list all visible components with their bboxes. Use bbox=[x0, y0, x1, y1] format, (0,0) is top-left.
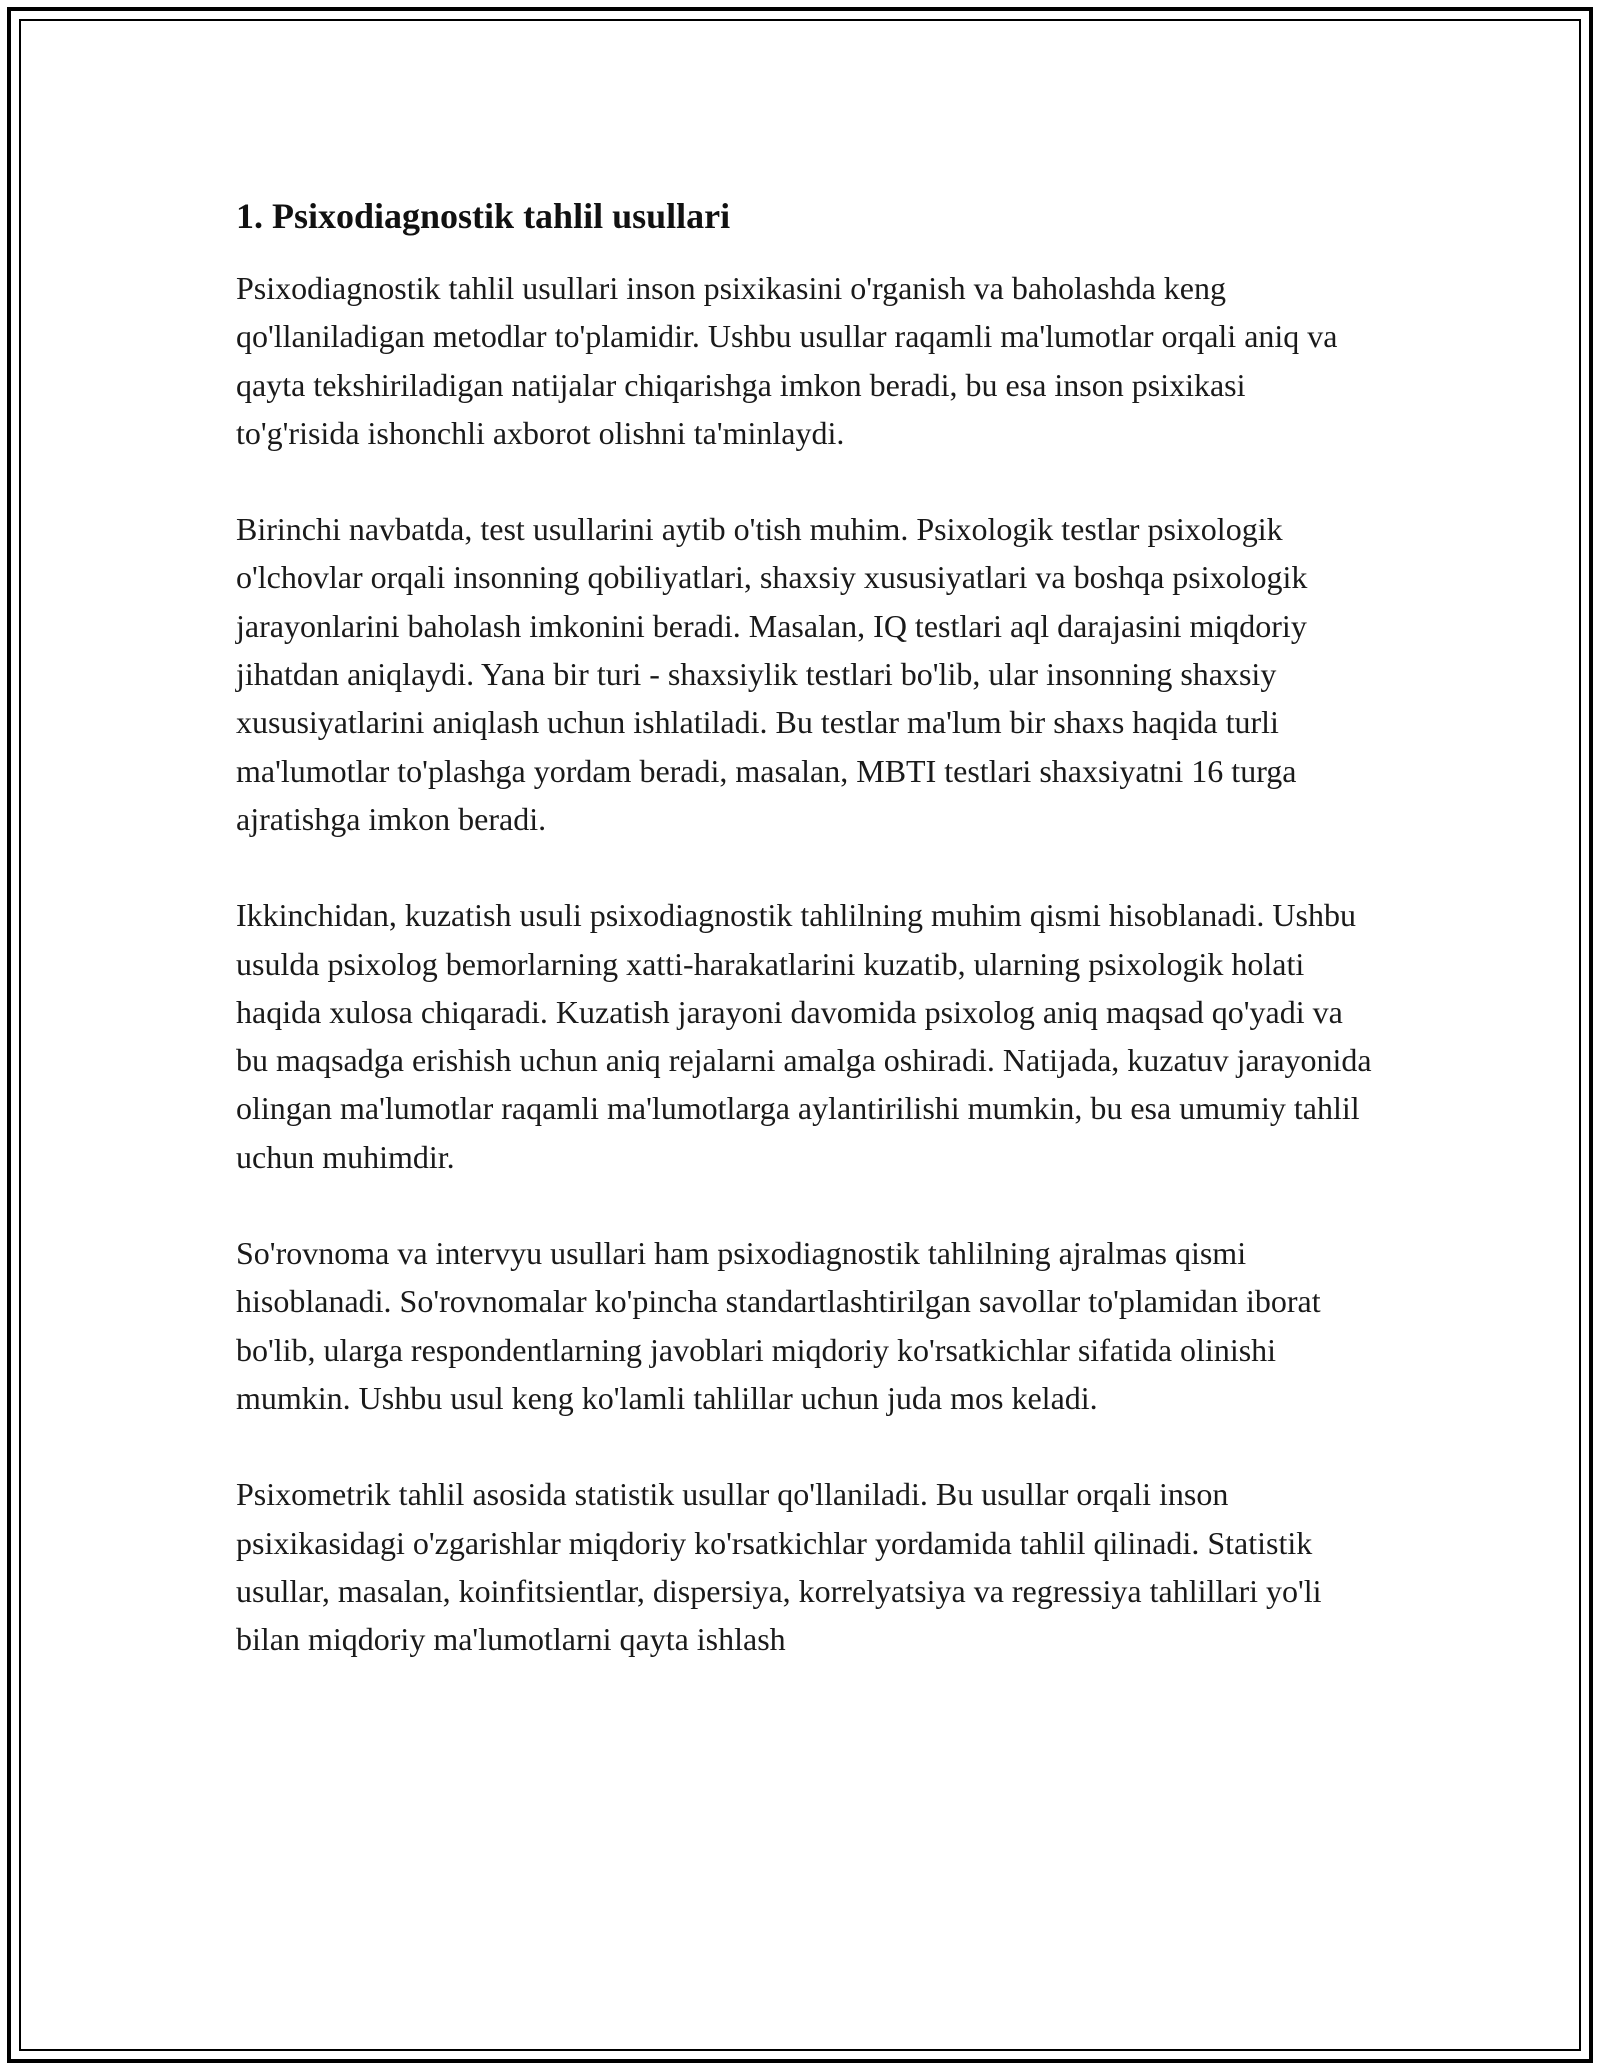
document-body bbox=[236, 190, 1376, 1663]
section-heading: 1. Psixodiagnostik tahlil usullari bbox=[236, 196, 731, 236]
paragraph-intro: Psixodiagnostik tahlil usullari inson psixikasini o'rganish va baholashda keng qo'llaniladigan metodlar to'plamidir. Ushbu usullar raqamli ma'lumotlar orqali aniq va qayta tekshiriladigan natijalar chiqarishga imkon beradi, bu esa inson psixikasi to'g'risida ishonchli axborot olishni ta'minlaydi. bbox=[236, 270, 1338, 451]
paragraph-psychometric-analysis: Psixometrik tahlil asosida statistik usullar qo'llaniladi. Bu usullar orqali inson psixikasidagi o'zgarishlar miqdoriy ko'rsatkichlar yordamida tahlil qilinadi. Statistik usullar, masalan, koinfitsientlar, dispersiya, korrelyatsiya va regressiya tahlillari yo'li bilan miqdoriy ma'lumotlarni qayta ishlash bbox=[236, 1476, 1322, 1658]
paragraph-test-methods: Birinchi navbatda, test usullarini aytib o'tish muhim. Psixologik testlar psixologik o'lchovlar orqali insonning qobiliyatlari, shaxsiy xususiyatlari va boshqa psixologik jarayonlarini baholash imkonini beradi. Masalan, IQ testlari aql darajasini miqdoriy jihatdan aniqlaydi. Yana bir turi - shaxsiylik testlari bo'lib, ular insonning shaxsiy xususiyatlarini aniqlash uchun ishlatiladi. Bu testlar ma'lum bir shaxs haqida turli ma'lumotlar to'plashga yordam beradi, masalan, MBTI testlari shaxsiyatni 16 turga ajratishga imkon beradi. bbox=[236, 511, 1308, 837]
paragraph-survey-interview: So'rovnoma va intervyu usullari ham psixodiagnostik tahlilning ajralmas qismi hisoblanadi. So'rovnomalar ko'pincha standartlashtirilgan savollar to'plamidan iborat bo'lib, ularga respondentlarning javoblari miqdoriy ko'rsatkichlar sifatida olinishi mumkin. Ushbu usul keng ko'lamli tahlillar uchun juda mos keladi. bbox=[236, 1235, 1321, 1416]
paragraph-observation-method: Ikkinchidan, kuzatish usuli psixodiagnostik tahlilning muhim qismi hisoblanadi. Ushbu usulda psixolog bemorlarning xatti-harakatlarini kuzatib, ularning psixologik holati haqida xulosa chiqaradi. Kuzatish jarayoni davomida psixolog aniq maqsad qo'yadi va bu maqsadga erishish uchun aniq rejalarni amalga oshiradi. Natijada, kuzatuv jarayonida olingan ma'lumotlar raqamli ma'lumotlarga aylantirilishi mumkin, bu esa umumiy tahlil uchun muhimdir. bbox=[236, 897, 1372, 1175]
